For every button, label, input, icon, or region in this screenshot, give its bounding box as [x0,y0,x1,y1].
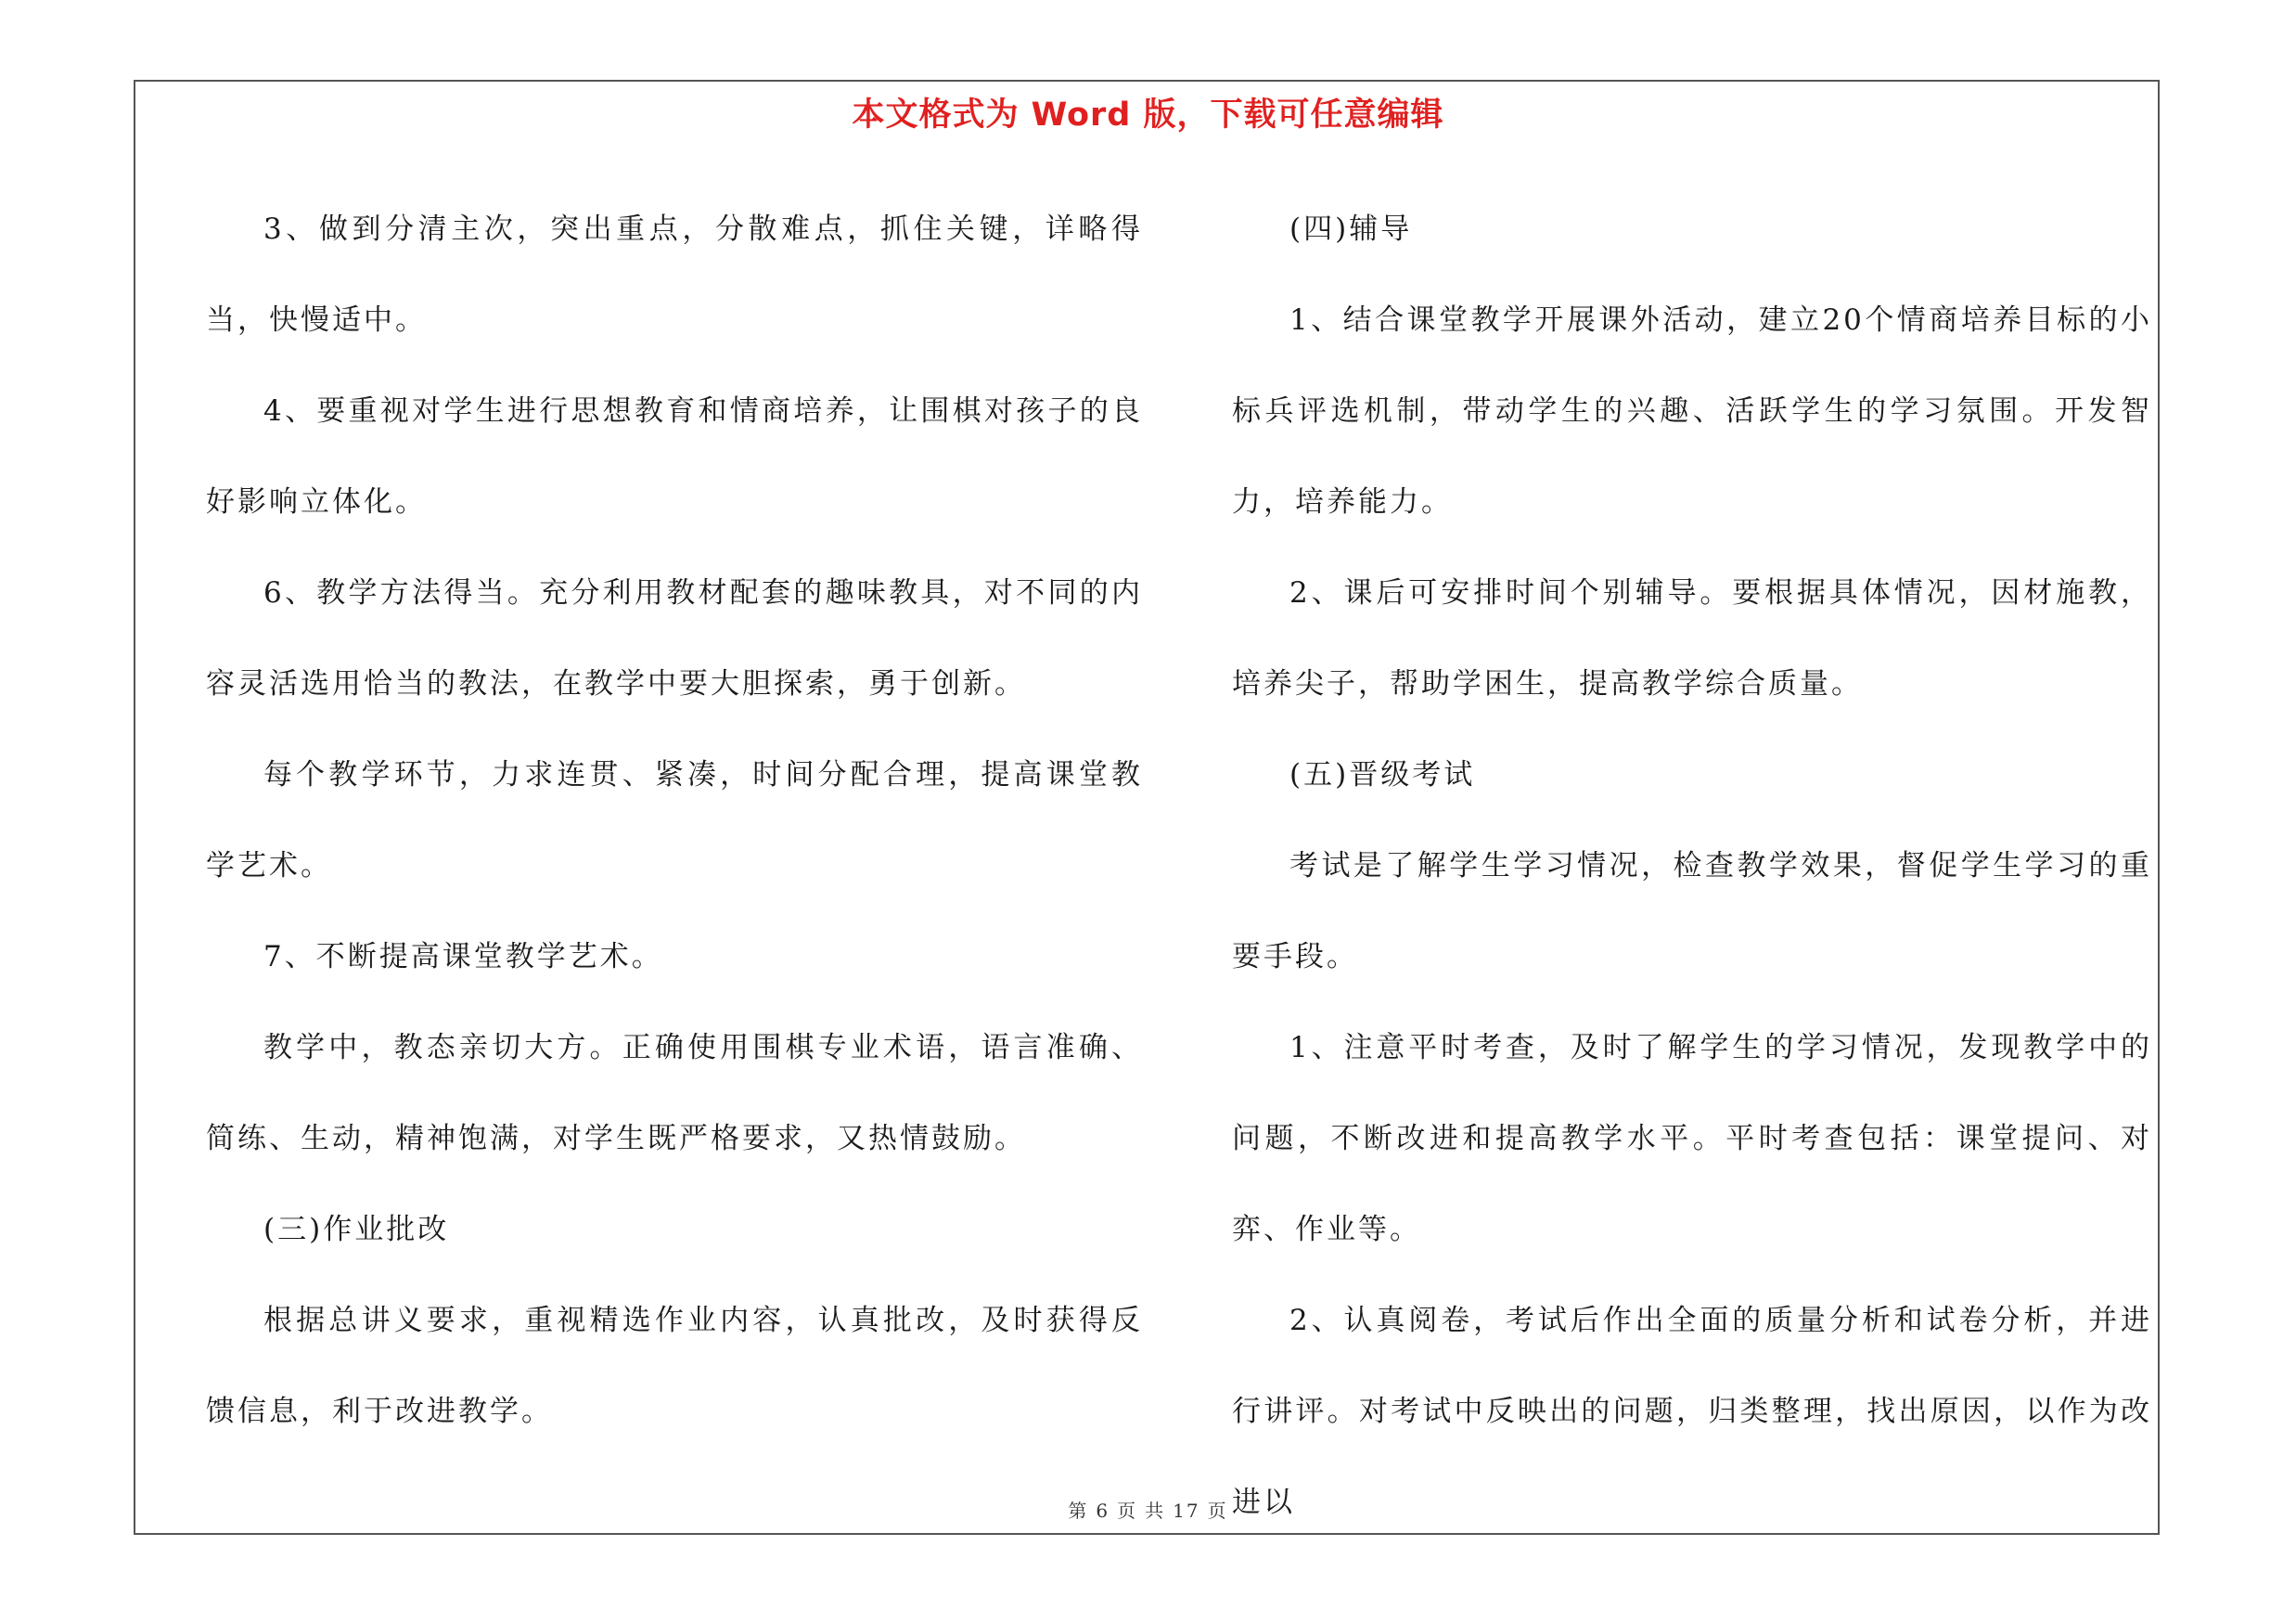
left-column [206,184,1143,1457]
footer-prefix: 第 [1068,1500,1089,1522]
paragraph: 2、课后可安排时间个别辅导。要根据具体情况，因材施教，培养尖子，帮助学困生，提高教学综合质量。 [1232,576,2152,701]
right-column [1232,184,2152,1548]
paragraph: 4、要重视对学生进行思想教育和情商培养，让围棋对孩子的良好影响立体化。 [206,394,1143,519]
paragraph: 1、注意平时考查，及时了解学生的学习情况，发现教学中的问题，不断改进和提高教学水平。平时考查包括：课堂提问、对弈、作业等。 [1232,1031,2152,1246]
document-banner: 本文格式为 Word 版，下载可任意编辑 [852,97,1444,134]
section-heading: (五)晋级考试 [1289,758,1476,792]
total-pages-number: 17 [1173,1500,1200,1522]
footer-page-word: 页 [1117,1500,1138,1522]
paragraph: 3、做到分清主次，突出重点，分散难点，抓住关键，详略得当，快慢适中。 [206,213,1143,337]
section-heading: (三)作业批改 [263,1213,450,1246]
footer-total-word: 共 [1145,1500,1166,1522]
paragraph: 每个教学环节，力求连贯、紧凑，时间分配合理，提高课堂教学艺术。 [206,758,1143,882]
paragraph: 6、教学方法得当。充分利用教材配套的趣味教具，对不同的内容灵活选用恰当的教法，在教学中要大胆探索，勇于创新。 [206,576,1143,701]
page-footer [0,1496,2296,1523]
paragraph: 2、认真阅卷，考试后作出全面的质量分析和试卷分析，并进行讲评。对考试中反映出的问题，归类整理，找出原因，以作为改进以 [1232,1304,2152,1519]
paragraph: 1、结合课堂教学开展课外活动，建立20个情商培养目标的小标兵评选机制，带动学生的兴趣、活跃学生的学习氛围。开发智力，培养能力。 [1232,303,2152,519]
footer-suffix: 页 [1207,1500,1228,1522]
current-page-number: 6 [1096,1500,1110,1522]
paragraph: 根据总讲义要求，重视精选作业内容，认真批改，及时获得反馈信息，利于改进教学。 [206,1304,1143,1428]
section-heading: (四)辅导 [1289,213,1413,246]
paragraph: 教学中，教态亲切大方。正确使用围棋专业术语，语言准确、简练、生动，精神饱满，对学生既严格要求，又热情鼓励。 [206,1031,1143,1155]
paragraph: 7、不断提高课堂教学艺术。 [263,940,663,973]
paragraph: 考试是了解学生学习情况，检查教学效果，督促学生学习的重要手段。 [1232,849,2152,973]
